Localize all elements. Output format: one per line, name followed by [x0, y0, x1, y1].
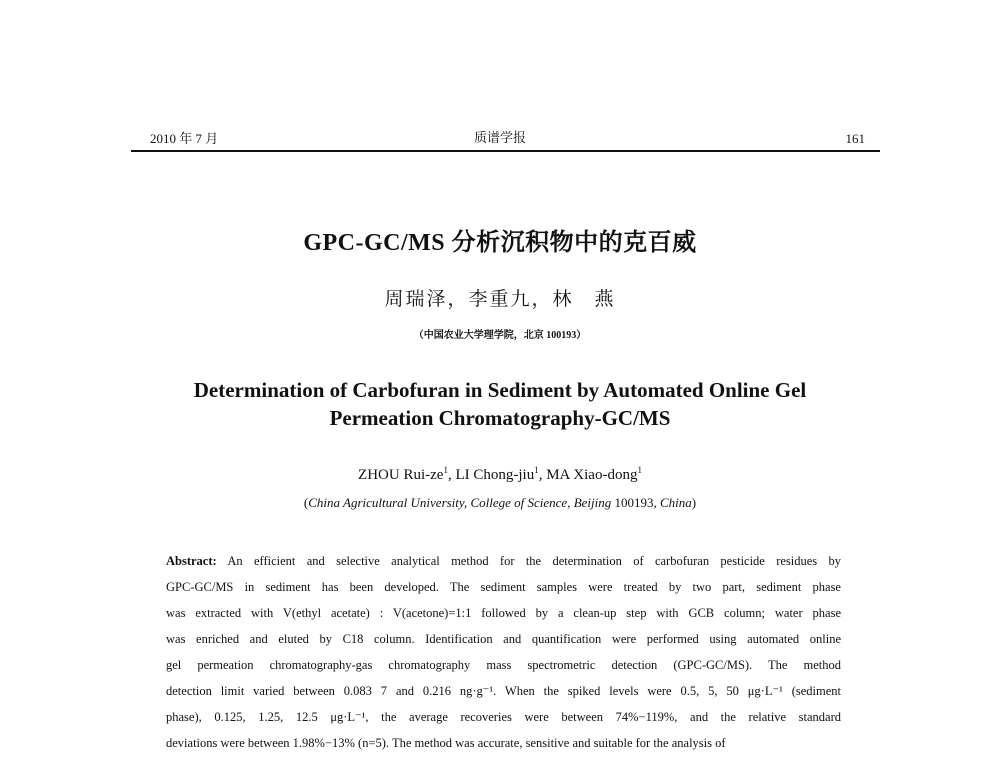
author-ma-affil-mark: 1	[637, 465, 642, 475]
page-number: 161	[845, 131, 865, 146]
abstract-line: GPC-GC/MS in sediment has been developed. The sediment samples were treated by two part, sediment phase	[166, 580, 841, 594]
header-rule	[131, 150, 880, 152]
abstract-line: was extracted with V(ethyl acetate) : V(acetone)=1:1 followed by a clean-up step with GCB column; water phase	[166, 606, 841, 620]
abstract-line	[166, 548, 841, 574]
chinese-title: GPC-GC/MS 分析沉积物中的克百威	[303, 230, 697, 256]
journal-name: 质谱学报	[473, 130, 526, 145]
english-authors: ZHOU Rui-$ze^1$, LI Chong-jiu$^1$, MA Xiao-dong$^1$	[358, 465, 642, 483]
author-zhou-affil-mark: 1	[443, 465, 448, 475]
author-zhou: ZHOU Rui-ze	[358, 467, 444, 483]
abstract	[166, 548, 841, 756]
english-title	[0, 376, 1000, 432]
affiliation-postcode: 100193,	[614, 495, 657, 510]
affiliation-country: China	[660, 495, 692, 510]
abstract-line: phase), 0.125, 1.25, 12.5 μg·L⁻¹, the average recoveries were between 74%−119%, and the relative standard	[166, 710, 841, 724]
abstract-line: was enriched and eluted by C18 column. Identification and quantification were performed using automated online	[166, 632, 841, 646]
affiliation-institution: China Agricultural University, College of Science, Beijing	[308, 495, 612, 510]
author-li-affil-mark: 1	[534, 465, 539, 475]
abstract-line: deviations were between 1.98%−13% (n=5). The method was accurate, sensitive and suitable for the analysis of	[166, 736, 726, 750]
abstract-line-text: An efficient and selective analytical method for the determination of carbofuran pesticide residues by	[227, 554, 841, 568]
english-title-line-2: Permeation Chromatography-GC/MS	[329, 406, 671, 430]
english-affiliation: (China Agricultural University, College of Science, Beijing 100193, China)	[303, 495, 697, 510]
abstract-label: Abstract:	[166, 554, 217, 568]
author-ma: MA Xiao-dong	[546, 467, 638, 483]
abstract-line: gel permeation chromatography-gas chromatography mass spectrometric detection (GPC-GC/MS). The method	[166, 658, 841, 672]
chinese-authors: 周瑞泽，李重九，林 燕	[384, 289, 616, 310]
chinese-affiliation: （中国农业大学理学院，北京 100193）	[413, 330, 587, 341]
abstract-line: detection limit varied between 0.083 7 and 0.216 ng·g⁻¹. When the spiked levels were 0.5, 5, 50 μg·L⁻¹ (sediment	[166, 684, 841, 698]
author-li: LI Chong-jiu	[455, 467, 535, 483]
journal-date: 2010 年 7 月	[150, 131, 219, 146]
english-title-line-1: Determination of Carbofuran in Sediment by Automated Online Gel	[193, 378, 807, 402]
